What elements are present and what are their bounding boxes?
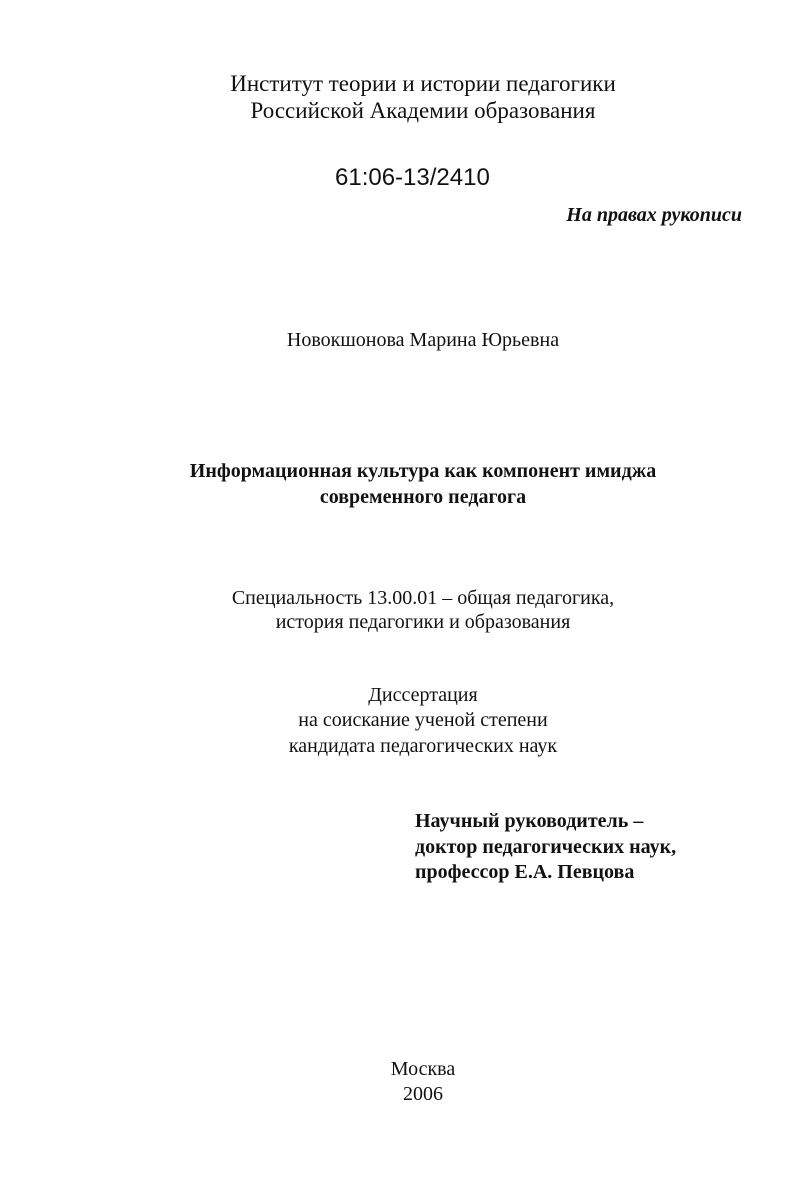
title-line-1: Информационная культура как компонент имиджа (189, 460, 657, 482)
specialty-line-2: история педагогики и образования (275, 611, 571, 633)
city: Москва (390, 1058, 456, 1080)
advisor-line-2: доктор педагогических наук, (415, 836, 677, 858)
catalog-code: 61:06-13/2410 (335, 164, 490, 191)
advisor-line-3: профессор Е.А. Певцова (415, 861, 635, 883)
institution-line-1: Институт теории и истории педагогики (230, 71, 616, 96)
institution-line-2: Российской Академии образования (250, 98, 596, 123)
year: 2006 (403, 1083, 443, 1105)
degree-line-2: на соискание ученой степени (298, 709, 548, 731)
degree-line-3: кандидата педагогических наук (288, 735, 558, 757)
specialty-line-1: Специальность 13.00.01 – общая педагогика, (231, 587, 615, 609)
manuscript-note: На правах рукописи (566, 204, 742, 226)
title-line-2: современного педагога (319, 486, 527, 508)
degree-line-1: Диссертация (368, 684, 478, 706)
advisor-line-1: Научный руководитель – (415, 810, 644, 832)
author-name: Новокшонова Марина Юрьевна (286, 329, 560, 351)
